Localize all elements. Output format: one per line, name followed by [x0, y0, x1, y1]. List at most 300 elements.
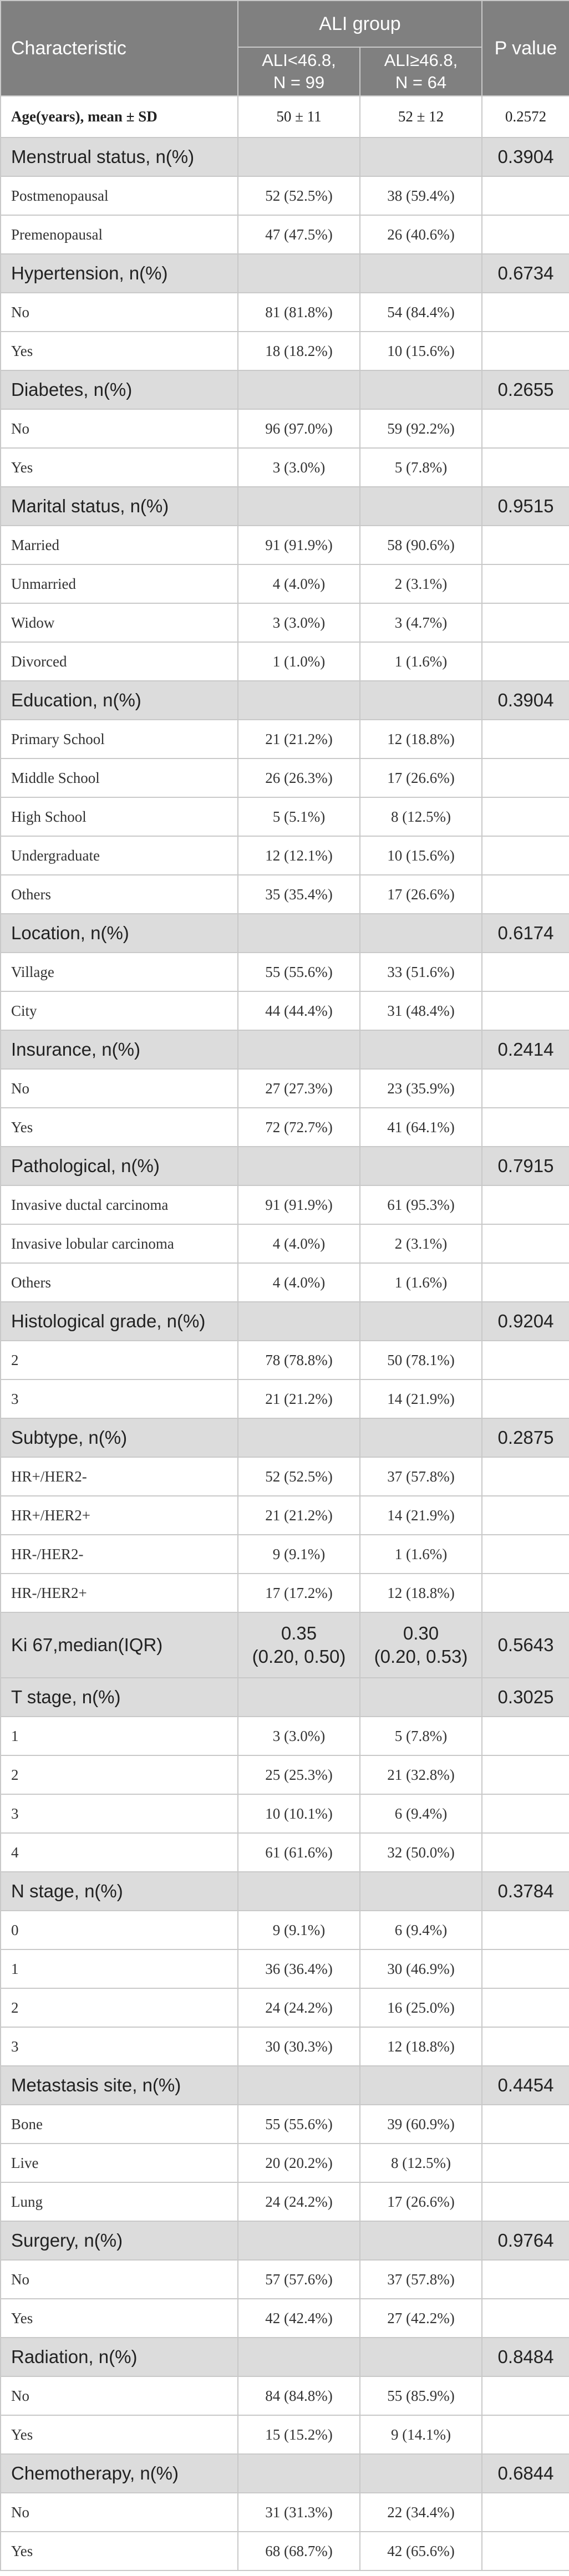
row-low-value: 4 (4.0%) — [238, 1263, 360, 1302]
section-empty-cell — [360, 487, 482, 526]
table-row — [1, 176, 569, 215]
row-p-empty — [482, 758, 569, 797]
row-low-value: 20 (20.2%) — [238, 2144, 360, 2182]
section-empty-cell — [360, 2066, 482, 2105]
table-row — [1, 1755, 569, 1794]
table-row — [1, 2532, 569, 2570]
section-title: Marital status, n(%) — [1, 487, 238, 526]
row-p-empty — [482, 1069, 569, 1108]
section-p-value: 0.9764 — [482, 2221, 569, 2260]
table-row — [1, 875, 569, 914]
section-header-row — [1, 254, 569, 293]
row-low-value: 27 (27.3%) — [238, 1069, 360, 1108]
row-low-value: 55 (55.6%) — [238, 2105, 360, 2144]
ki67-p-value: 0.5643 — [482, 1612, 569, 1678]
section-header-row — [1, 2066, 569, 2105]
row-high-value: 31 (48.4%) — [360, 991, 482, 1030]
row-high-value: 55 (85.9%) — [360, 2376, 482, 2415]
row-low-value: 9 (9.1%) — [238, 1535, 360, 1574]
section-header-row — [1, 2221, 569, 2260]
row-low-value: 21 (21.2%) — [238, 1379, 360, 1418]
ali-group-header: ALI group — [238, 1, 482, 47]
table-row — [1, 2260, 569, 2299]
row-low-value: 52 (52.5%) — [238, 176, 360, 215]
row-p-empty — [482, 797, 569, 836]
section-empty-cell — [238, 138, 360, 176]
section-empty-cell — [360, 370, 482, 409]
row-label: No — [1, 2260, 238, 2299]
ki67-high-median: 0.30 — [403, 1623, 439, 1643]
row-high-value: 2 (3.1%) — [360, 564, 482, 603]
row-label: High School — [1, 797, 238, 836]
section-title: Metastasis site, n(%) — [1, 2066, 238, 2105]
row-p-empty — [482, 409, 569, 448]
row-p-empty — [482, 1263, 569, 1302]
section-title: Chemotherapy, n(%) — [1, 2454, 238, 2493]
row-low-value: 18 (18.2%) — [238, 332, 360, 370]
row-label: No — [1, 409, 238, 448]
row-low-value: 24 (24.2%) — [238, 1988, 360, 2027]
row-label: Village — [1, 953, 238, 991]
table-body-lower — [1, 1678, 569, 2570]
section-empty-cell — [360, 1030, 482, 1069]
section-title: Location, n(%) — [1, 914, 238, 953]
section-empty-cell — [238, 1030, 360, 1069]
row-low-value: 1 (1.0%) — [238, 642, 360, 681]
section-header-row — [1, 1302, 569, 1341]
row-low-value: 91 (91.9%) — [238, 1185, 360, 1224]
row-low-value: 30 (30.3%) — [238, 2027, 360, 2066]
section-empty-cell — [238, 370, 360, 409]
section-p-value: 0.2414 — [482, 1030, 569, 1069]
row-label: HR+/HER2+ — [1, 1496, 238, 1535]
section-empty-cell — [238, 1302, 360, 1341]
row-high-value: 58 (90.6%) — [360, 526, 482, 564]
row-label: No — [1, 1069, 238, 1108]
row-p-empty — [482, 875, 569, 914]
row-label: Yes — [1, 2299, 238, 2338]
row-high-value: 16 (25.0%) — [360, 1988, 482, 2027]
row-p-empty — [482, 2299, 569, 2338]
row-high-value: 41 (64.1%) — [360, 1108, 482, 1147]
section-empty-cell — [238, 1872, 360, 1911]
table-row — [1, 1185, 569, 1224]
row-high-value: 6 (9.4%) — [360, 1794, 482, 1833]
table-row — [1, 1379, 569, 1418]
row-low-value: 96 (97.0%) — [238, 409, 360, 448]
table-row — [1, 2182, 569, 2221]
row-p-empty — [482, 1833, 569, 1872]
row-label: 3 — [1, 1379, 238, 1418]
row-low-value: 24 (24.2%) — [238, 2182, 360, 2221]
section-p-value: 0.9515 — [482, 487, 569, 526]
row-low-value: 4 (4.0%) — [238, 564, 360, 603]
section-p-value: 0.4454 — [482, 2066, 569, 2105]
section-empty-cell — [238, 1147, 360, 1185]
row-p-empty — [482, 1108, 569, 1147]
row-high-value: 61 (95.3%) — [360, 1185, 482, 1224]
section-title: N stage, n(%) — [1, 1872, 238, 1911]
row-p-empty — [482, 720, 569, 758]
section-title: Histological grade, n(%) — [1, 1302, 238, 1341]
row-label: Others — [1, 1263, 238, 1302]
table-row — [1, 603, 569, 642]
section-empty-cell — [238, 487, 360, 526]
row-low-value: 61 (61.6%) — [238, 1833, 360, 1872]
row-p-empty — [482, 2144, 569, 2182]
row-label: Invasive lobular carcinoma — [1, 1224, 238, 1263]
row-high-value: 8 (12.5%) — [360, 2144, 482, 2182]
row-label: Postmenopausal — [1, 176, 238, 215]
row-label: Undergraduate — [1, 836, 238, 875]
row-p-empty — [482, 2027, 569, 2066]
row-label: 0 — [1, 1911, 238, 1949]
row-p-empty — [482, 1717, 569, 1755]
row-p-empty — [482, 642, 569, 681]
table-header — [1, 1, 569, 96]
row-p-empty — [482, 448, 569, 487]
section-empty-cell — [238, 681, 360, 720]
row-high-value: 17 (26.6%) — [360, 2182, 482, 2221]
row-p-empty — [482, 1755, 569, 1794]
row-high-value: 42 (65.6%) — [360, 2532, 482, 2570]
row-label: Yes — [1, 448, 238, 487]
ki67-high-iqr: (0.20, 0.53) — [374, 1646, 468, 1667]
section-p-value: 0.2655 — [482, 370, 569, 409]
section-empty-cell — [360, 2454, 482, 2493]
row-low-value: 72 (72.7%) — [238, 1108, 360, 1147]
section-empty-cell — [238, 2221, 360, 2260]
table-body-upper — [1, 96, 569, 1612]
table-row — [1, 1833, 569, 1872]
section-header-row — [1, 1872, 569, 1911]
row-p-empty — [482, 1911, 569, 1949]
row-label: Invasive ductal carcinoma — [1, 1185, 238, 1224]
section-empty-cell — [360, 1302, 482, 1341]
row-high-value: 50 (78.1%) — [360, 1341, 482, 1379]
section-empty-cell — [238, 2454, 360, 2493]
section-header-row — [1, 681, 569, 720]
row-low-value: 78 (78.8%) — [238, 1341, 360, 1379]
row-label: Yes — [1, 332, 238, 370]
row-label: Premenopausal — [1, 215, 238, 254]
row-label: No — [1, 2493, 238, 2532]
table-row — [1, 991, 569, 1030]
row-high-value: 14 (21.9%) — [360, 1496, 482, 1535]
row-p-empty — [482, 1574, 569, 1612]
section-empty-cell — [360, 681, 482, 720]
row-high-value: 10 (15.6%) — [360, 332, 482, 370]
row-high-value: 27 (42.2%) — [360, 2299, 482, 2338]
row-high-value: 6 (9.4%) — [360, 1911, 482, 1949]
row-low-value: 55 (55.6%) — [238, 953, 360, 991]
section-title: Subtype, n(%) — [1, 1418, 238, 1457]
row-p-empty — [482, 293, 569, 332]
ki67-low-iqr: (0.20, 0.50) — [252, 1646, 346, 1667]
row-p-empty — [482, 1496, 569, 1535]
row-label: 3 — [1, 1794, 238, 1833]
row-high-value: 9 (14.1%) — [360, 2415, 482, 2454]
row-p-empty — [482, 1535, 569, 1574]
section-title: Hypertension, n(%) — [1, 254, 238, 293]
row-high-value: 12 (18.8%) — [360, 1574, 482, 1612]
row-high-value: 1 (1.6%) — [360, 642, 482, 681]
row-high-value: 8 (12.5%) — [360, 797, 482, 836]
row-high-value: 12 (18.8%) — [360, 720, 482, 758]
section-title: T stage, n(%) — [1, 1678, 238, 1717]
row-high-value: 22 (34.4%) — [360, 2493, 482, 2532]
section-empty-cell — [360, 2338, 482, 2376]
row-low-value: 15 (15.2%) — [238, 2415, 360, 2454]
row-high-value: 5 (7.8%) — [360, 1717, 482, 1755]
row-low-value: 35 (35.4%) — [238, 875, 360, 914]
table-row — [1, 797, 569, 836]
row-label: City — [1, 991, 238, 1030]
row-label: No — [1, 2376, 238, 2415]
section-p-value: 0.2875 — [482, 1418, 569, 1457]
row-p-empty — [482, 1341, 569, 1379]
section-title: Insurance, n(%) — [1, 1030, 238, 1069]
row-low-value: 25 (25.3%) — [238, 1755, 360, 1794]
ki67-body — [1, 1612, 569, 1678]
table-row — [1, 1988, 569, 2027]
section-empty-cell — [238, 254, 360, 293]
section-header-row — [1, 138, 569, 176]
row-p-empty — [482, 953, 569, 991]
row-high-value: 21 (32.8%) — [360, 1755, 482, 1794]
row-low-value: 3 (3.0%) — [238, 1717, 360, 1755]
row-label: Primary School — [1, 720, 238, 758]
age-high-value: 52 ± 12 — [360, 96, 482, 138]
row-label: Unmarried — [1, 564, 238, 603]
row-label: Yes — [1, 1108, 238, 1147]
section-p-value: 0.8484 — [482, 2338, 569, 2376]
section-title: Radiation, n(%) — [1, 2338, 238, 2376]
section-empty-cell — [360, 2221, 482, 2260]
row-label: Married — [1, 526, 238, 564]
table-row — [1, 2027, 569, 2066]
row-high-value: 39 (60.9%) — [360, 2105, 482, 2144]
table-row — [1, 2299, 569, 2338]
table-row — [1, 1574, 569, 1612]
row-high-value: 3 (4.7%) — [360, 603, 482, 642]
row-label: Lung — [1, 2182, 238, 2221]
row-label: HR-/HER2- — [1, 1535, 238, 1574]
table-row — [1, 758, 569, 797]
row-low-value: 5 (5.1%) — [238, 797, 360, 836]
section-header-row — [1, 1030, 569, 1069]
section-empty-cell — [360, 1678, 482, 1717]
row-p-empty — [482, 332, 569, 370]
p-value-header: P value — [482, 1, 569, 96]
table-row — [1, 1911, 569, 1949]
row-p-empty — [482, 1794, 569, 1833]
section-p-value: 0.6734 — [482, 254, 569, 293]
row-p-empty — [482, 1379, 569, 1418]
row-label: Widow — [1, 603, 238, 642]
section-empty-cell — [238, 2338, 360, 2376]
section-header-row — [1, 914, 569, 953]
ki67-label: Ki 67,median(IQR) — [1, 1612, 238, 1678]
high-ali-label: ALI≥46.8, — [384, 50, 458, 70]
row-high-value: 1 (1.6%) — [360, 1535, 482, 1574]
row-p-empty — [482, 1224, 569, 1263]
row-p-empty — [482, 564, 569, 603]
row-low-value: 42 (42.4%) — [238, 2299, 360, 2338]
high-ali-n: N = 64 — [395, 73, 447, 92]
section-empty-cell — [238, 1418, 360, 1457]
section-header-row — [1, 2338, 569, 2376]
row-p-empty — [482, 526, 569, 564]
row-p-empty — [482, 836, 569, 875]
table-row — [1, 564, 569, 603]
section-p-value: 0.9204 — [482, 1302, 569, 1341]
row-low-value: 47 (47.5%) — [238, 215, 360, 254]
table-row — [1, 2376, 569, 2415]
row-high-value: 38 (59.4%) — [360, 176, 482, 215]
row-low-value: 17 (17.2%) — [238, 1574, 360, 1612]
row-high-value: 33 (51.6%) — [360, 953, 482, 991]
row-high-value: 17 (26.6%) — [360, 875, 482, 914]
ki67-low-median: 0.35 — [281, 1623, 317, 1643]
row-p-empty — [482, 1949, 569, 1988]
row-label: Yes — [1, 2415, 238, 2454]
low-ali-header — [238, 47, 360, 96]
section-empty-cell — [360, 138, 482, 176]
row-low-value: 9 (9.1%) — [238, 1911, 360, 1949]
row-p-empty — [482, 2260, 569, 2299]
age-row — [1, 96, 569, 138]
row-low-value: 52 (52.5%) — [238, 1457, 360, 1496]
table-row — [1, 409, 569, 448]
row-label: 2 — [1, 1755, 238, 1794]
row-high-value: 32 (50.0%) — [360, 1833, 482, 1872]
row-p-empty — [482, 1185, 569, 1224]
row-low-value: 21 (21.2%) — [238, 720, 360, 758]
section-empty-cell — [360, 254, 482, 293]
row-label: 4 — [1, 1833, 238, 1872]
section-p-value: 0.6174 — [482, 914, 569, 953]
low-ali-n: N = 99 — [273, 73, 325, 92]
section-p-value: 0.3784 — [482, 1872, 569, 1911]
table-row — [1, 1794, 569, 1833]
row-label: Others — [1, 875, 238, 914]
section-header-row — [1, 2454, 569, 2493]
section-p-value: 0.3904 — [482, 681, 569, 720]
table-row — [1, 526, 569, 564]
ki67-high-value — [360, 1612, 482, 1678]
row-label: Bone — [1, 2105, 238, 2144]
row-high-value: 23 (35.9%) — [360, 1069, 482, 1108]
section-p-value: 0.6844 — [482, 2454, 569, 2493]
section-header-row — [1, 1678, 569, 1717]
table-row — [1, 720, 569, 758]
row-low-value: 4 (4.0%) — [238, 1224, 360, 1263]
row-label: Live — [1, 2144, 238, 2182]
section-empty-cell — [360, 1147, 482, 1185]
section-title: Surgery, n(%) — [1, 2221, 238, 2260]
table-row — [1, 215, 569, 254]
section-p-value: 0.3025 — [482, 1678, 569, 1717]
section-empty-cell — [238, 1678, 360, 1717]
table-row — [1, 293, 569, 332]
row-low-value: 81 (81.8%) — [238, 293, 360, 332]
age-low-value: 50 ± 11 — [238, 96, 360, 138]
row-p-empty — [482, 2182, 569, 2221]
row-label: 1 — [1, 1717, 238, 1755]
row-p-empty — [482, 2493, 569, 2532]
table-row — [1, 836, 569, 875]
table-row — [1, 642, 569, 681]
row-high-value: 14 (21.9%) — [360, 1379, 482, 1418]
section-empty-cell — [360, 1872, 482, 1911]
age-p-value: 0.2572 — [482, 96, 569, 138]
row-high-value: 26 (40.6%) — [360, 215, 482, 254]
low-ali-label: ALI<46.8, — [262, 50, 336, 70]
row-p-empty — [482, 991, 569, 1030]
row-p-empty — [482, 2376, 569, 2415]
section-empty-cell — [238, 914, 360, 953]
row-low-value: 31 (31.3%) — [238, 2493, 360, 2532]
section-empty-cell — [360, 914, 482, 953]
row-high-value: 2 (3.1%) — [360, 1224, 482, 1263]
row-low-value: 68 (68.7%) — [238, 2532, 360, 2570]
ki67-low-value — [238, 1612, 360, 1678]
table-row — [1, 2105, 569, 2144]
table-row — [1, 1108, 569, 1147]
row-label: HR+/HER2- — [1, 1457, 238, 1496]
age-label: Age(years), mean ± SD — [1, 96, 238, 138]
characteristic-header: Characteristic — [1, 1, 238, 96]
row-low-value: 36 (36.4%) — [238, 1949, 360, 1988]
row-high-value: 59 (92.2%) — [360, 409, 482, 448]
row-high-value: 54 (84.4%) — [360, 293, 482, 332]
row-low-value: 57 (57.6%) — [238, 2260, 360, 2299]
table-row — [1, 1496, 569, 1535]
row-p-empty — [482, 603, 569, 642]
section-empty-cell — [360, 1418, 482, 1457]
row-p-empty — [482, 1988, 569, 2027]
row-label: 2 — [1, 1341, 238, 1379]
row-high-value: 37 (57.8%) — [360, 1457, 482, 1496]
section-title: Pathological, n(%) — [1, 1147, 238, 1185]
ki67-row — [1, 1612, 569, 1678]
row-low-value: 44 (44.4%) — [238, 991, 360, 1030]
section-empty-cell — [238, 2066, 360, 2105]
section-header-row — [1, 1418, 569, 1457]
table-row — [1, 953, 569, 991]
table-row — [1, 1224, 569, 1263]
section-p-value: 0.3904 — [482, 138, 569, 176]
section-title: Education, n(%) — [1, 681, 238, 720]
table-row — [1, 1949, 569, 1988]
table-row — [1, 1263, 569, 1302]
row-label: 1 — [1, 1949, 238, 1988]
row-high-value: 5 (7.8%) — [360, 448, 482, 487]
row-label: HR-/HER2+ — [1, 1574, 238, 1612]
row-p-empty — [482, 2532, 569, 2570]
section-header-row — [1, 487, 569, 526]
table-row — [1, 2415, 569, 2454]
row-p-empty — [482, 176, 569, 215]
row-label: 2 — [1, 1988, 238, 2027]
row-low-value: 26 (26.3%) — [238, 758, 360, 797]
row-low-value: 3 (3.0%) — [238, 603, 360, 642]
table-row — [1, 332, 569, 370]
high-ali-header — [360, 47, 482, 96]
section-title: Diabetes, n(%) — [1, 370, 238, 409]
row-low-value: 10 (10.1%) — [238, 1794, 360, 1833]
